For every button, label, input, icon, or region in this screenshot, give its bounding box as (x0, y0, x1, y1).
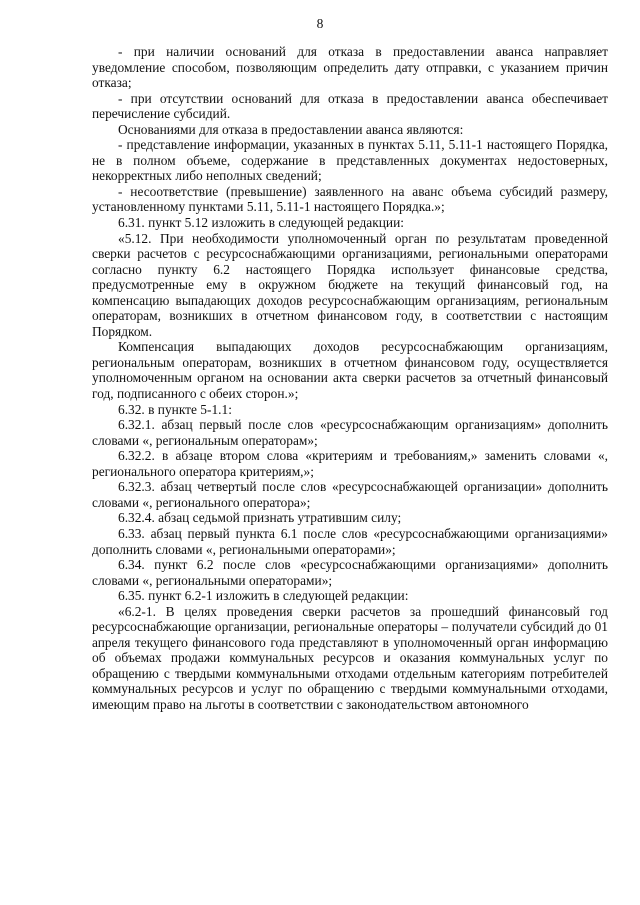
paragraph: 6.31. пункт 5.12 изложить в следующей редакции: (118, 215, 404, 231)
paragraph: 6.34. пункт 6.2 после слов «ресурсоснабжающими организациями» дополнить словами «, региональными операторами»; (92, 557, 608, 588)
paragraph: - несоответствие (превышение) заявленного на аванс объема субсидий размеру, установленному пунктами 5.11, 5.11-1 настоящего Порядка.»; (92, 183, 608, 215)
paragraph: «6.2-1. В целях проведения сверки расчетов за прошедший финансовый год ресурсоснабжающие организации, региональные операторы – получатели субсидий до 01 апреля текущего финансового года представляют в уполномоченный орган информацию об объемах продажи коммунальных ресурсов и оказания коммунальных услуг по обращению с твердыми коммунальными отходами отдельным категориям потребителей коммунальных ресурсов и услуг по обращению с твердыми коммунальными отходами, имеющим право на льготы в соответствии с законодательством автономного (92, 603, 608, 712)
page-number: 8 (316, 16, 324, 31)
paragraph: 6.33. абзац первый пункта 6.1 после слов «ресурсоснабжающими организациями» дополнить словами «, региональными операторами»; (92, 525, 608, 557)
paragraph: Основаниями для отказа в предоставлении аванса являются: (118, 121, 464, 137)
paragraph: 6.32.3. абзац четвертый после слов «ресурсоснабжающей организации» дополнить словами «, регионального оператора»; (92, 479, 608, 510)
paragraph: 6.32.1. абзац первый после слов «ресурсоснабжающим организациям» дополнить словами «, региональным операторам»; (92, 417, 608, 448)
paragraph: 6.32.2. в абзаце втором слова «критериям и требованиям,» заменить словами «, регионального оператора критериям,»; (92, 448, 608, 479)
document-body (92, 44, 608, 713)
paragraph: «5.12. При необходимости уполномоченный орган по результатам проведенной сверки расчетов с ресурсоснабжающими организациями, региональными операторами согласно пункту 6.2 настоящего Порядка использует финансовые средства, предусмотренные ему в окружном бюджете на текущий финансовый год, на компенсацию выпадающих доходов ресурсоснабжающим организациям, региональным операторам, возникших в отчетном финансовом году, в соответствии с настоящим Порядком. (92, 230, 608, 339)
paragraph: - представление информации, указанных в пунктах 5.11, 5.11-1 настоящего Порядка, не в полном объеме, содержание в представленных документах недостоверных, некорректных либо неполных сведений; (92, 137, 608, 184)
paragraph: - при наличии оснований для отказа в предоставлении аванса направляет уведомление способом, позволяющим определить дату отправки, с указанием причин отказа; (92, 44, 608, 91)
paragraph: - при отсутствии оснований для отказа в предоставлении аванса обеспечивает перечисление субсидий. (92, 90, 608, 122)
paragraph: 6.32.4. абзац седьмой признать утратившим силу; (118, 510, 402, 526)
paragraph: 6.35. пункт 6.2-1 изложить в следующей редакции: (118, 588, 409, 604)
paragraph: Компенсация выпадающих доходов ресурсоснабжающим организациям, региональным операторам, возникших в отчетном финансовом году, осуществляется уполномоченным органом на основании акта сверки расчетов за отчетный финансовый год, подписанного с обеих сторон.»; (92, 339, 608, 402)
paragraph: 6.32. в пункте 5-1.1: (118, 401, 232, 417)
